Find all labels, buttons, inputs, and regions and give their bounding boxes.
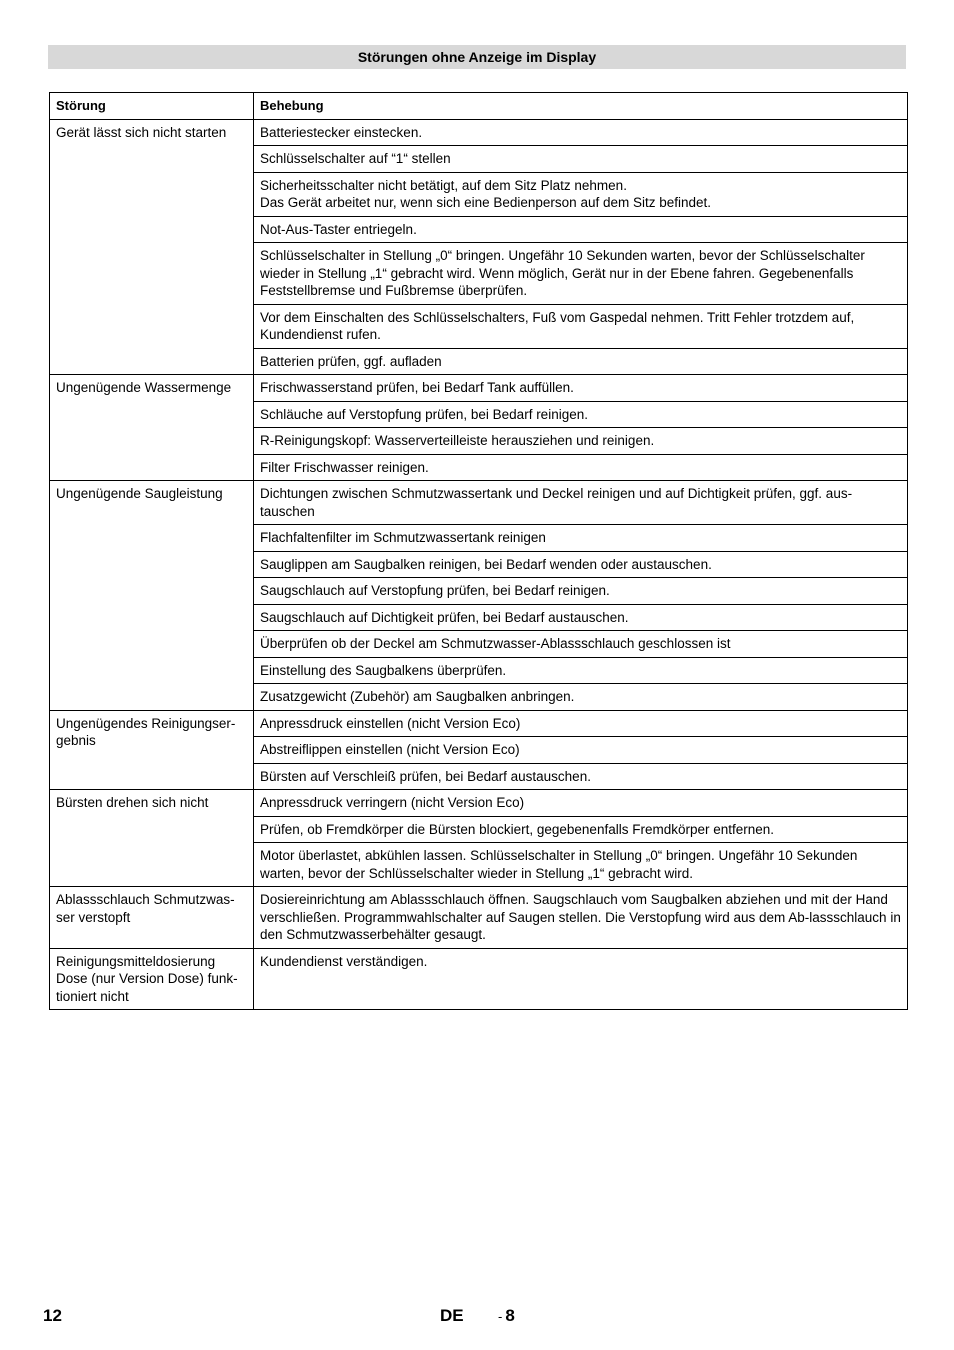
remedy-cell <box>254 657 908 684</box>
remedy-line: Anpressdruck verringern (nicht Version Eco) <box>260 795 525 810</box>
table-row <box>50 710 908 737</box>
language-code: DE <box>440 1306 464 1325</box>
remedy-cell <box>254 216 908 243</box>
remedy-line: Batterien prüfen, ggf. aufladen <box>260 353 442 369</box>
header-fault: Störung <box>50 93 254 120</box>
table-row <box>50 119 908 146</box>
remedy-line: tauschen <box>260 503 315 519</box>
header-remedy: Behebung <box>254 93 908 120</box>
remedy-line: Anpressdruck einstellen (nicht Version Eco) <box>260 715 521 731</box>
remedy-line: Flachfaltenfilter im Schmutzwassertank reinigen <box>260 530 546 545</box>
subpage-value: 8 <box>505 1306 515 1325</box>
remedy-line: R-Reinigungskopf: Wasserverteilleiste herausziehen und reinigen. <box>260 433 655 448</box>
remedy-cell <box>254 525 908 552</box>
remedy-line: Schlüsselschalter auf “1“ stellen <box>260 151 451 166</box>
table-row <box>50 790 908 817</box>
table-row <box>50 375 908 402</box>
remedy-cell <box>254 551 908 578</box>
remedy-cell <box>254 948 908 1010</box>
troubleshooting-table <box>49 92 908 1010</box>
remedy-cell <box>254 710 908 737</box>
fault-cell: Ungenügende Saugleistung <box>50 481 254 711</box>
remedy-line: Kundendienst verständigen. <box>260 953 428 969</box>
remedy-line: Zusatzgewicht (Zubehör) am Saugbalken anbringen. <box>260 689 575 704</box>
section-heading: Störungen ohne Anzeige im Display <box>48 45 906 69</box>
remedy-line: Einstellung des Saugbalkens überprüfen. <box>260 662 507 678</box>
remedy-line: Bürsten auf Verschleiß prüfen, bei Bedarf austauschen. <box>260 768 591 784</box>
remedy-cell <box>254 604 908 631</box>
remedy-line: Filter Frischwasser reinigen. <box>260 459 429 475</box>
remedy-line: Das Gerät arbeitet nur, wenn sich eine Bedienperson auf dem Sitz befindet. <box>260 195 712 210</box>
remedy-line: Batteriestecker einstecken. <box>260 124 423 140</box>
remedy-cell <box>254 454 908 481</box>
remedy-cell <box>254 401 908 428</box>
remedy-line: Motor überlastet, abkühlen lassen. Schlüsselschalter in Stellung „0“ bringen. Ungefähr 10 Sekunden warten, bevor der Schlüsselschalter wieder in Stellung „1“ gebracht wird. <box>260 848 858 881</box>
remedy-line: Vor dem Einschalten des Schlüsselschalters, Fuß vom Gaspedal nehmen. Tritt Fehler trotzdem auf, Kundendienst rufen. <box>260 309 855 342</box>
remedy-line: Schläuche auf Verstopfung prüfen, bei Bedarf reinigen. <box>260 406 588 422</box>
fault-cell: Reinigungsmitteldosierung Dose (nur Version Dose) funk-tioniert nicht <box>50 948 254 1010</box>
table-row <box>50 948 908 1010</box>
remedy-cell <box>254 304 908 348</box>
remedy-cell <box>254 816 908 843</box>
remedy-cell <box>254 428 908 455</box>
remedy-cell <box>254 481 908 525</box>
remedy-cell <box>254 172 908 216</box>
remedy-line: Not-Aus-Taster entriegeln. <box>260 221 417 237</box>
remedy-line: Saugschlauch auf Verstopfung prüfen, bei Bedarf reinigen. <box>260 583 610 598</box>
fault-cell: Ungenügende Wassermenge <box>50 375 254 481</box>
remedy-line: Dichtungen zwischen Schmutzwassertank und Deckel reinigen und auf Dichtigkeit prüfen, ggf. aus- <box>260 486 853 501</box>
page-number: 12 <box>43 1306 62 1325</box>
remedy-cell <box>254 348 908 375</box>
remedy-cell <box>254 684 908 711</box>
remedy-line: Abstreiflippen einstellen (nicht Version Eco) <box>260 742 520 757</box>
fault-cell: Ungenügendes Reinigungser-gebnis <box>50 710 254 790</box>
table-row <box>50 887 908 949</box>
remedy-cell <box>254 631 908 658</box>
remedy-cell <box>254 578 908 605</box>
remedy-cell <box>254 737 908 764</box>
remedy-line: Sauglippen am Saugbalken reinigen, bei Bedarf wenden oder austauschen. <box>260 556 712 572</box>
remedy-line: Frischwasserstand prüfen, bei Bedarf Tank auffüllen. <box>260 380 574 395</box>
remedy-line: Prüfen, ob Fremdkörper die Bürsten blockiert, gegebenenfalls Fremdkörper entfernen. <box>260 821 775 837</box>
remedy-cell <box>254 146 908 173</box>
fault-cell: Ablassschlauch Schmutzwas-ser verstopft <box>50 887 254 949</box>
remedy-cell <box>254 843 908 887</box>
remedy-cell <box>254 375 908 402</box>
fault-cell: Gerät lässt sich nicht starten <box>50 119 254 375</box>
remedy-line: Saugschlauch auf Dichtigkeit prüfen, bei Bedarf austauschen. <box>260 609 629 625</box>
remedy-line: Sicherheitsschalter nicht betätigt, auf dem Sitz Platz nehmen. <box>260 177 627 193</box>
table-row <box>50 481 908 525</box>
remedy-cell <box>254 763 908 790</box>
table-header-row <box>50 93 908 120</box>
remedy-cell <box>254 887 908 949</box>
remedy-line: Dosiereinrichtung am Ablassschlauch öffnen. Saugschlauch vom Saugbalken abziehen und mit der Hand verschließen. Programmwahlschalter auf Saugen stellen. Die Verstopfung wird aus dem Ab-lassschlauch in den Schmutzwasserbehälter gesaugt. <box>260 892 901 942</box>
subpage-number <box>498 1306 515 1326</box>
subpage-separator: - <box>498 1309 503 1324</box>
remedy-line: Schlüsselschalter in Stellung „0“ bringen. Ungefähr 10 Sekunden warten, bevor der Schlüsselschalter wieder in Stellung „1“ gebracht wird. Wenn möglich, Gerät nur in der Ebene fahren. Gegebenenfalls Feststellbremse und Fußbremse überprüfen. <box>260 248 865 298</box>
remedy-cell <box>254 119 908 146</box>
remedy-line: Überprüfen ob der Deckel am Schmutzwasser-Ablassschlauch geschlossen ist <box>260 636 731 651</box>
remedy-cell <box>254 243 908 305</box>
fault-cell: Bürsten drehen sich nicht <box>50 790 254 887</box>
remedy-cell <box>254 790 908 817</box>
